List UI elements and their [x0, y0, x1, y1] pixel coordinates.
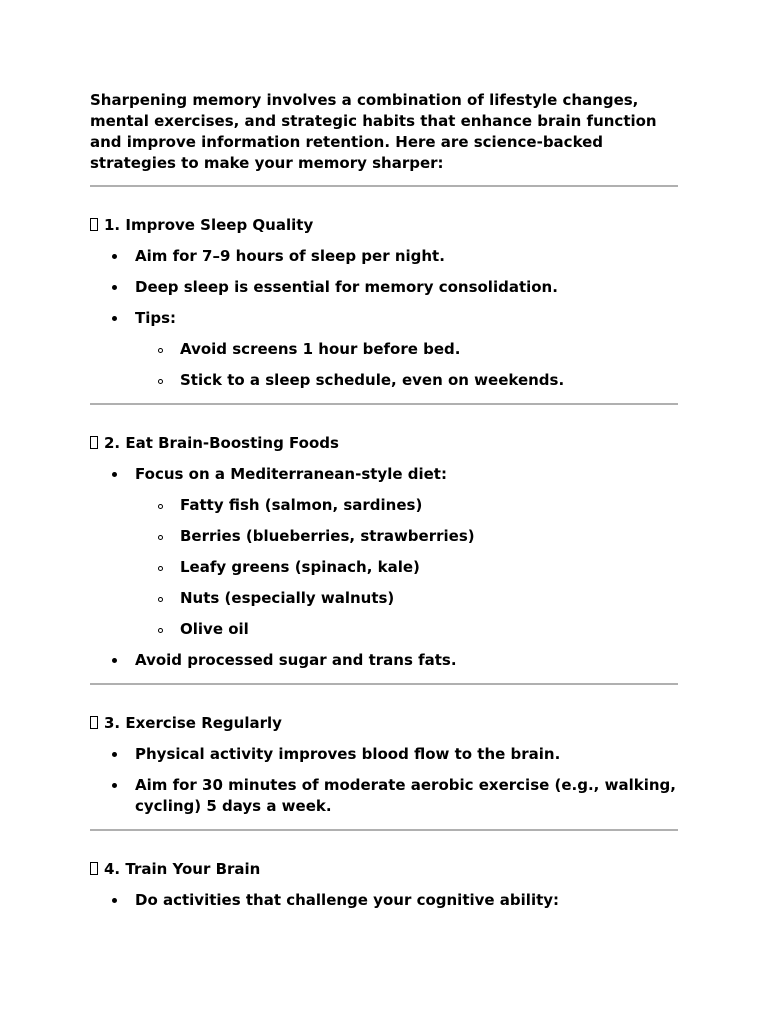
bullet-list — [90, 464, 678, 671]
bullet-list — [90, 890, 678, 911]
missing-glyph-icon — [90, 218, 98, 231]
list-item-text: Do activities that challenge your cognitive ability: — [135, 891, 560, 909]
sub-list-item: Fatty fish (salmon, sardines) — [135, 495, 678, 516]
section-title — [90, 859, 678, 880]
sub-bullet-list — [135, 339, 678, 391]
list-item-text: Tips: — [135, 309, 177, 327]
section-divider — [90, 829, 678, 831]
bullet-list — [90, 246, 678, 391]
section-title-text: 1. Improve Sleep Quality — [104, 216, 314, 234]
list-item-text: Deep sleep is essential for memory consolidation. — [135, 278, 558, 296]
section-exercise — [90, 713, 678, 817]
list-item-text: Physical activity improves blood flow to the brain. — [135, 745, 561, 763]
section-foods — [90, 433, 678, 671]
section-title — [90, 215, 678, 236]
sub-list-item: Berries (blueberries, strawberries) — [135, 526, 678, 547]
section-train-brain — [90, 859, 678, 911]
section-title-text: 2. Eat Brain-Boosting Foods — [104, 434, 339, 452]
sub-bullet-list — [135, 495, 678, 640]
sub-list-item: Avoid screens 1 hour before bed. — [135, 339, 678, 360]
list-item — [90, 246, 678, 267]
list-item — [90, 464, 678, 640]
list-item — [90, 650, 678, 671]
section-divider — [90, 185, 678, 187]
list-item-text: Aim for 30 minutes of moderate aerobic exercise (e.g., walking, cycling) 5 days a week. — [135, 776, 676, 815]
sub-list-item: Nuts (especially walnuts) — [135, 588, 678, 609]
list-item — [90, 277, 678, 298]
list-item — [90, 775, 678, 817]
sub-list-item: Stick to a sleep schedule, even on weekends. — [135, 370, 678, 391]
section-title-text: 4. Train Your Brain — [104, 860, 261, 878]
document-page — [90, 90, 678, 911]
list-item-text: Avoid processed sugar and trans fats. — [135, 651, 457, 669]
list-item — [90, 890, 678, 911]
section-divider — [90, 683, 678, 685]
sub-list-item: Olive oil — [135, 619, 678, 640]
section-title — [90, 433, 678, 454]
sub-list-item: Leafy greens (spinach, kale) — [135, 557, 678, 578]
list-item — [90, 744, 678, 765]
list-item-text: Aim for 7–9 hours of sleep per night. — [135, 247, 445, 265]
list-item — [90, 308, 678, 391]
section-sleep — [90, 215, 678, 391]
missing-glyph-icon — [90, 862, 98, 875]
list-item-text: Focus on a Mediterranean-style diet: — [135, 465, 447, 483]
section-divider — [90, 403, 678, 405]
intro-paragraph: Sharpening memory involves a combination of lifestyle changes, mental exercises, and strategic habits that enhance brain function and improve information retention. Here are science-backed strategies to make your memory sharper: — [90, 91, 657, 172]
section-title — [90, 713, 678, 734]
missing-glyph-icon — [90, 716, 98, 729]
bullet-list — [90, 744, 678, 817]
section-title-text: 3. Exercise Regularly — [104, 714, 282, 732]
missing-glyph-icon — [90, 436, 98, 449]
